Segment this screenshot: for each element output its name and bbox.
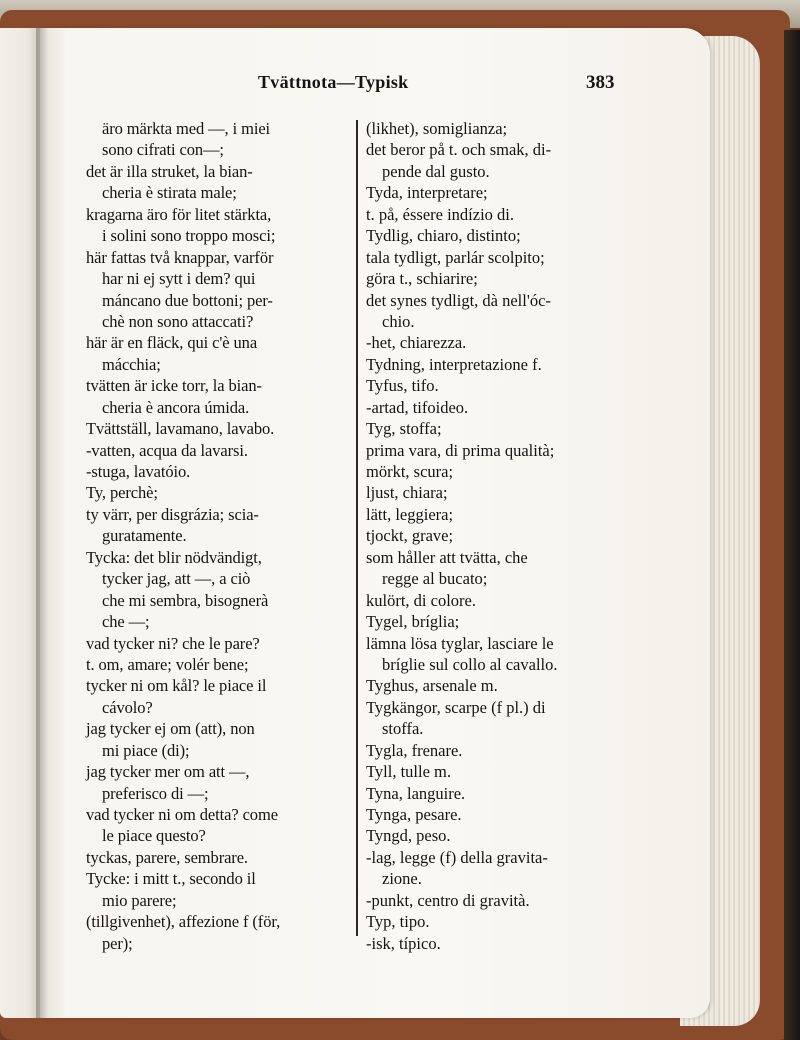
entry-line: che —; bbox=[102, 612, 150, 632]
entry-line: -lag, legge (f) della gravita- bbox=[366, 847, 548, 867]
entry-line: -stuga, lavatóio. bbox=[86, 462, 191, 481]
entry-line: här är en fläck, qui c'è una bbox=[86, 333, 258, 353]
entry-line: tala tydligt, parlár scolpito; bbox=[366, 247, 545, 267]
entry-line: t. om, amare; volér bene; bbox=[86, 654, 249, 674]
entry-line: Tydning, interpretazione f. bbox=[366, 354, 542, 374]
entry-line: le piace questo? bbox=[102, 826, 206, 846]
entry-line: -artad, tifoideo. bbox=[366, 397, 469, 417]
entry-line: här fattas två knappar, varför bbox=[86, 247, 274, 267]
entry-line: Tyg, stoffa; bbox=[366, 419, 442, 439]
entry-line: sono cifrati con—; bbox=[102, 140, 224, 160]
entry-line: kragarna äro för litet stärkta, bbox=[86, 204, 272, 224]
entry-line: mácchia; bbox=[102, 354, 161, 374]
column-rule bbox=[356, 120, 358, 936]
entry-line: Tydlig, chiaro, distinto; bbox=[366, 226, 521, 246]
entry-line: mi piace (di); bbox=[102, 740, 190, 760]
entry-line: Tynga, pesare. bbox=[366, 805, 462, 824]
entry-line: chio. bbox=[382, 311, 415, 331]
facing-page bbox=[0, 28, 40, 1018]
entry-line: tyckas, parere, sembrare. bbox=[86, 847, 248, 867]
entry-line: cávolo? bbox=[102, 697, 153, 717]
entry-line: Tygel, bríglia; bbox=[366, 612, 460, 632]
entry-line: Typ, tipo. bbox=[366, 912, 430, 932]
entry-line: Tygla, frenare. bbox=[366, 740, 463, 760]
entry-line: Tyfus, tifo. bbox=[366, 376, 439, 396]
entry-line: Tycka: det blir nödvändigt, bbox=[86, 547, 262, 567]
entry-line: t. på, éssere indízio di. bbox=[366, 204, 515, 224]
entry-line: tvätten är icke torr, la bian- bbox=[86, 376, 262, 396]
entry-line: Tvättställ, lavamano, lavabo. bbox=[86, 419, 275, 439]
entry-line: mio parere; bbox=[102, 890, 177, 910]
gutter-shadow bbox=[36, 28, 48, 1018]
entry-line: äro märkta med —, i miei bbox=[102, 119, 271, 138]
right-column bbox=[366, 118, 628, 954]
entry-line: tycker jag, att —, a ciò bbox=[102, 569, 251, 589]
entry-line: jag tycker mer om att —, bbox=[86, 762, 250, 782]
entry-line: mörkt, scura; bbox=[366, 462, 454, 481]
entry-line: guratamente. bbox=[102, 526, 187, 546]
entry-line: stoffa. bbox=[382, 719, 424, 739]
entry-line: tjockt, grave; bbox=[366, 526, 454, 546]
entry-line: göra t., schiarire; bbox=[366, 269, 478, 289]
entry-line: (likhet), somiglianza; bbox=[366, 119, 508, 138]
book-edge bbox=[784, 30, 800, 1040]
entry-line: Tyghus, arsenale m. bbox=[366, 676, 498, 696]
entry-line: (tillgivenhet), affezione f (för, bbox=[86, 912, 281, 932]
entry-line: chè non sono attaccati? bbox=[102, 311, 254, 331]
entry-line: vad tycker ni om detta? come bbox=[86, 805, 278, 824]
entry-line: kulört, di colore. bbox=[366, 590, 476, 610]
entry-line: Tycke: i mitt t., secondo il bbox=[86, 869, 256, 889]
entry-line: lämna lösa tyglar, lasciare le bbox=[366, 633, 554, 653]
running-head: Tvättnota—Typisk bbox=[258, 72, 409, 92]
entry-line: prima vara, di prima qualità; bbox=[366, 440, 555, 460]
entry-line: máncano due bottoni; per- bbox=[102, 290, 273, 310]
entry-line: jag tycker ej om (att), non bbox=[86, 719, 255, 739]
entry-line: som håller att tvätta, che bbox=[366, 547, 528, 567]
entry-line: -isk, típico. bbox=[366, 933, 441, 953]
entry-line: i solini sono troppo mosci; bbox=[102, 226, 276, 246]
entry-line: regge al bucato; bbox=[382, 569, 488, 589]
entry-line: lätt, leggiera; bbox=[366, 504, 454, 524]
entry-line: Ty, perchè; bbox=[86, 483, 158, 503]
entry-line: -punkt, centro di gravità. bbox=[366, 890, 530, 910]
entry-line: per); bbox=[102, 933, 133, 953]
entry-line: Tyngd, peso. bbox=[366, 826, 451, 846]
entry-line: -het, chiarezza. bbox=[366, 333, 467, 353]
entry-line: -vatten, acqua da lavarsi. bbox=[86, 440, 248, 460]
entry-line: bríglie sul collo al cavallo. bbox=[382, 654, 558, 674]
entry-line: pende dal gusto. bbox=[382, 161, 490, 181]
entry-line: Tyll, tulle m. bbox=[366, 762, 452, 782]
entry-line: cheria è ancora úmida. bbox=[102, 397, 250, 417]
entry-line: preferisco di —; bbox=[102, 783, 209, 803]
entry-line: cheria è stirata male; bbox=[102, 183, 237, 203]
entry-line: che mi sembra, bisognerà bbox=[102, 590, 269, 610]
entry-line: vad tycker ni? che le pare? bbox=[86, 633, 260, 653]
entry-line: det synes tydligt, dà nell'óc- bbox=[366, 290, 551, 310]
entry-line: Tyda, interpretare; bbox=[366, 183, 488, 203]
entry-line: Tyna, languire. bbox=[366, 783, 466, 803]
entry-line: ljust, chiara; bbox=[366, 483, 448, 503]
entry-line: det är illa struket, la bian- bbox=[86, 161, 253, 181]
page-number: 383 bbox=[586, 72, 615, 93]
entry-line: zione. bbox=[382, 869, 422, 889]
entry-line: har ni ej sytt i dem? qui bbox=[102, 269, 256, 289]
entry-line: det beror på t. och smak, di- bbox=[366, 140, 552, 160]
entry-line: Tygkängor, scarpe (f pl.) di bbox=[366, 697, 546, 717]
entry-line: ty värr, per disgrázia; scia- bbox=[86, 504, 259, 524]
left-column bbox=[86, 118, 346, 954]
entry-line: tycker ni om kål? le piace il bbox=[86, 676, 267, 696]
